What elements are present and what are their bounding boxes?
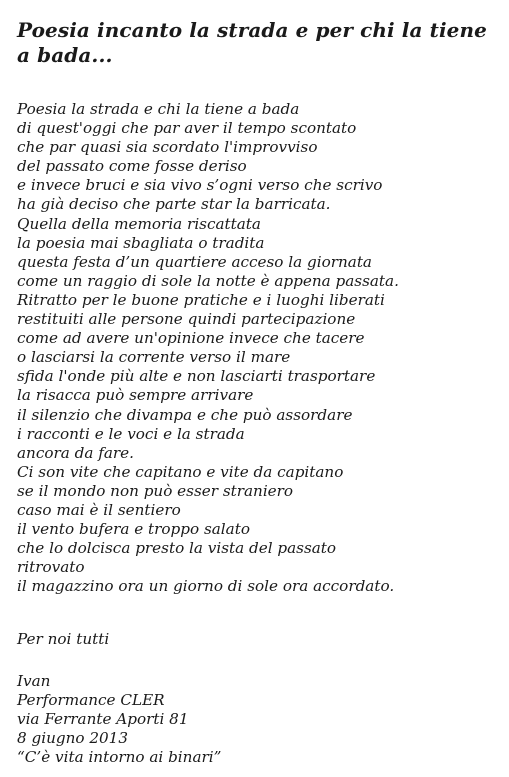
poem-line: la poesia mai sbagliata o tradita bbox=[17, 233, 265, 252]
poem-line: Poesia la strada e chi la tiene a bada bbox=[17, 100, 300, 118]
poem-title: Poesia incanto la strada e per chi la tiene a bada... bbox=[17, 18, 487, 67]
poem-line: ha già deciso che parte star la barricata. bbox=[17, 195, 331, 214]
dedication: Per noi tutti bbox=[17, 630, 110, 649]
poem-line: i racconti e le voci e la strada bbox=[17, 424, 245, 443]
poem-line: che par quasi sia scordato l'improvviso bbox=[17, 138, 318, 157]
author-name: Ivan bbox=[17, 671, 51, 690]
poem-line: o lasciarsi la corrente verso il mare bbox=[17, 348, 291, 367]
document-page bbox=[17, 18, 497, 767]
poem-line: questa festa d’un quartiere acceso la giornata bbox=[17, 252, 372, 271]
poem-line: che lo dolcisca presto la vista del passato bbox=[17, 539, 337, 558]
poem-line: come ad avere un'opinione invece che tacere bbox=[17, 329, 365, 348]
poem-body bbox=[17, 100, 497, 596]
poem-line: la risacca può sempre arrivare bbox=[17, 386, 254, 405]
poem-line: sfida l'onde più alte e non lasciarti trasportare bbox=[17, 367, 376, 386]
poem-line: se il mondo non può esser straniero bbox=[17, 481, 294, 500]
poem-line: di quest'oggi che par aver il tempo scontato bbox=[17, 119, 357, 138]
poem-line: ritrovato bbox=[17, 558, 85, 577]
poem-line: il silenzio che divampa e che può assordare bbox=[17, 405, 353, 424]
poem-line: come un raggio di sole la notte è appena passata. bbox=[17, 271, 399, 290]
event-address: via Ferrante Aporti 81 bbox=[17, 709, 189, 728]
poem-line: caso mai è il sentiero bbox=[17, 500, 181, 519]
poem-line: Quella della memoria riscattata bbox=[17, 214, 261, 233]
poem-line: Ci son vite che capitano e vite da capitano bbox=[17, 462, 344, 481]
signature-block bbox=[17, 672, 497, 767]
poem-line: restituiti alle persone quindi partecipazione bbox=[17, 310, 356, 329]
poem-line: e invece bruci e sia vivo s’ogni verso che scrivo bbox=[17, 176, 383, 195]
event-motto: “C’è vita intorno ai binari” bbox=[17, 747, 222, 766]
event-name: Performance CLER bbox=[17, 690, 165, 709]
poem-line: il magazzino ora un giorno di sole ora accordato. bbox=[17, 577, 395, 596]
poem-line: ancora da fare. bbox=[17, 443, 134, 462]
event-date: 8 giugno 2013 bbox=[17, 728, 128, 747]
poem-line: Ritratto per le buone pratiche e i luoghi liberati bbox=[17, 290, 385, 309]
poem-line: del passato come fosse deriso bbox=[17, 157, 247, 176]
poem-line: il vento bufera e troppo salato bbox=[17, 520, 250, 539]
